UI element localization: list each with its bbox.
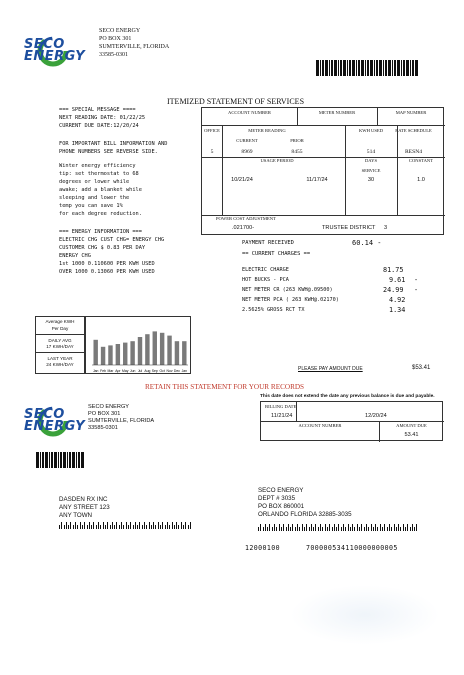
daily-avg-value: 17 KWH/DAY xyxy=(36,343,84,353)
barcode-bar xyxy=(87,525,88,529)
avg-kwh-label: Average KWH xyxy=(45,319,75,324)
barcode-bar xyxy=(160,525,161,529)
usage-bar xyxy=(93,340,97,365)
barcode-bar xyxy=(82,525,83,529)
barcode-bar xyxy=(158,522,159,529)
barcode-bar xyxy=(343,524,344,531)
next-reading-date: NEXT READING DATE: 01/22/25 xyxy=(59,115,146,121)
logo-word-energy: ENERGY xyxy=(24,419,86,434)
barcode-bar xyxy=(412,524,413,531)
barcode-bar xyxy=(403,60,405,76)
remit-to-city: ORLANDO FLORIDA 32885-3035 xyxy=(258,511,352,518)
charge-sign: - xyxy=(414,286,419,294)
barcode-bar xyxy=(320,524,321,531)
barcode-bar xyxy=(349,60,351,76)
remit-to-address xyxy=(258,487,352,519)
usage-chart-frame xyxy=(85,316,191,374)
barcode-bar xyxy=(325,524,326,531)
days-value: 30 xyxy=(367,177,375,183)
winter-tip-line: degrees or lower while xyxy=(59,179,130,185)
barcode-bar xyxy=(265,524,266,531)
barcode-bar xyxy=(91,525,92,529)
per-day-label: Per Day xyxy=(36,324,84,335)
barcode-bar xyxy=(188,525,189,529)
barcode-bar xyxy=(356,60,357,76)
barcode-bar xyxy=(70,522,71,529)
barcode-bar xyxy=(382,527,383,531)
barcode-bar xyxy=(68,525,69,529)
usage-month-label: May xyxy=(122,369,129,373)
account-table xyxy=(201,107,444,235)
barcode-bar xyxy=(276,527,277,531)
energy-info-line: CUSTOMER CHG $ 0.83 PER DAY xyxy=(59,245,146,251)
barcode-bar xyxy=(123,525,124,529)
barcode-bar xyxy=(112,522,113,529)
scanline-left: 12000100 xyxy=(245,544,280,552)
barcode-bar xyxy=(165,525,166,529)
energy-info-line: 1st 1000 0.110600 PER KWH USED xyxy=(59,261,155,267)
logo-word-seco: SECO xyxy=(24,407,65,422)
usage-month-label: Apr xyxy=(115,369,121,373)
billing-box xyxy=(260,401,443,441)
current-reading-header: CURRENT xyxy=(236,138,258,143)
energy-info-line: ENERGY CHG xyxy=(59,253,91,259)
energy-info-line: ELECTRIC CHG CUST CHG= ENERGY CHG xyxy=(59,237,165,243)
barcode-bar xyxy=(343,60,346,76)
current-due-date: CURRENT DUE DATE:12/20/24 xyxy=(59,123,139,129)
barcode-bar xyxy=(281,527,282,531)
barcode-bar xyxy=(299,527,300,531)
current-reading-value: 8969 xyxy=(241,149,253,155)
barcode-bar xyxy=(304,527,305,531)
barcode-bar xyxy=(61,522,62,529)
barcode-bar xyxy=(77,525,78,529)
charge-amount: 24.99 xyxy=(383,286,404,294)
remit-to-pobox: PO BOX 860001 xyxy=(258,503,305,510)
barcode-bar xyxy=(389,524,390,531)
barcode-bar xyxy=(93,522,94,529)
usage-bar xyxy=(116,344,120,365)
barcode-bar xyxy=(84,522,85,529)
sender-company: SECO ENERGY xyxy=(99,28,141,34)
barcode-bar xyxy=(155,525,156,529)
barcode-bar xyxy=(373,527,374,531)
top-barcode xyxy=(316,60,440,76)
last-year-label: LAST YEAR xyxy=(47,356,73,361)
barcode-bar xyxy=(89,522,90,529)
barcode-bar xyxy=(385,60,387,76)
barcode-bar xyxy=(306,524,307,531)
barcode-bar xyxy=(107,522,108,529)
rate-schedule-value: RESN4 xyxy=(404,149,423,155)
barcode-bar xyxy=(391,527,392,531)
barcode-bar xyxy=(263,527,264,531)
usage-month-label: Sep xyxy=(151,369,158,373)
barcode-bar xyxy=(414,527,415,531)
barcode-bar xyxy=(367,60,369,76)
barcode-bar xyxy=(415,60,418,76)
winter-tip-line: awake; add a blanket while xyxy=(59,187,142,193)
barcode-bar xyxy=(269,524,270,531)
usage-bar xyxy=(160,333,164,365)
barcode-bar xyxy=(151,525,152,529)
usage-month-label: Jun xyxy=(129,369,136,373)
please-pay-label: PLEASE PAY AMOUNT DUE xyxy=(298,366,363,372)
usage-bar xyxy=(123,343,127,365)
barcode-bar xyxy=(405,527,406,531)
barcode-bar xyxy=(274,524,275,531)
barcode-bar xyxy=(119,525,120,529)
charge-label: HOT BUCKS - PCA xyxy=(242,277,289,283)
barcode-bar xyxy=(75,522,76,529)
barcode-bar xyxy=(334,524,335,531)
usage-month-label: Jan xyxy=(181,369,188,373)
usage-month-label: Feb xyxy=(100,369,106,373)
barcode-bar xyxy=(96,525,97,529)
sender-line-3: 33585-0301 xyxy=(99,52,128,58)
barcode-bar xyxy=(174,525,175,529)
payment-received-amount: 60.14 - xyxy=(352,239,382,247)
charge-amount: 81.75 xyxy=(383,266,404,274)
barcode-bar xyxy=(286,527,287,531)
barcode-bar xyxy=(336,527,337,531)
service-label: SERVICE xyxy=(361,168,381,173)
important-line-2: PHONE NUMBERS SEE REVERSE SIDE. xyxy=(59,149,158,155)
office-value: 5 xyxy=(210,149,214,155)
barcode-bar xyxy=(80,522,81,529)
barcode-bar xyxy=(327,527,328,531)
barcode-bar xyxy=(290,527,291,531)
prior-reading-value: 8455 xyxy=(291,149,303,155)
barcode-bar xyxy=(309,527,310,531)
barcode-bar xyxy=(410,527,411,531)
scanline-right: 700000534110000000005 xyxy=(306,544,398,552)
barcode-bar xyxy=(331,60,333,76)
barcode-bar xyxy=(146,525,147,529)
barcode-bar xyxy=(379,60,382,76)
usage-month-label: Dec xyxy=(173,369,180,373)
barcode-bar xyxy=(185,522,186,529)
statement-title: ITEMIZED STATEMENT OF SERVICES xyxy=(167,97,305,106)
charge-row xyxy=(242,267,442,277)
usage-month-label: Jul xyxy=(137,369,143,373)
barcode-bar xyxy=(279,524,280,531)
usage-bar xyxy=(167,336,171,365)
usage-legend-box xyxy=(35,316,85,374)
amount-due-label: AMOUNT DUE xyxy=(396,423,427,428)
constant-value: 1.0 xyxy=(417,177,425,183)
charge-row xyxy=(242,287,442,297)
barcode-bar xyxy=(361,524,362,531)
barcode-bar xyxy=(302,524,303,531)
barcode-bar xyxy=(292,524,293,531)
sender-line-1: PO BOX 301 xyxy=(99,36,132,42)
remit-logo xyxy=(22,404,84,438)
barcode-bar xyxy=(81,452,84,468)
barcode-bar xyxy=(322,527,323,531)
barcode-bar xyxy=(348,524,349,531)
barcode-bar xyxy=(352,524,353,531)
usage-bar xyxy=(182,341,186,365)
barcode-bar xyxy=(76,452,77,468)
meter-reading-header: METER READING xyxy=(248,128,286,133)
barcode-bar xyxy=(116,522,117,529)
map-number-header: MAP NUMBER xyxy=(395,110,427,115)
barcode-bar xyxy=(110,525,111,529)
customer-street: ANY STREET 123 xyxy=(59,504,110,511)
special-message: === SPECIAL MESSAGE ==== xyxy=(59,107,136,113)
sender-address xyxy=(99,27,169,59)
barcode-bar xyxy=(364,527,365,531)
customer-address xyxy=(59,496,110,520)
usage-month-label: Jan xyxy=(92,369,99,373)
barcode-bar xyxy=(394,524,395,531)
barcode-bar xyxy=(315,524,316,531)
usage-bar xyxy=(138,337,142,365)
usage-bar-chart xyxy=(86,317,192,375)
rate-schedule-header: RATE SCHEDULE xyxy=(395,128,432,133)
barcode-bar xyxy=(114,525,115,529)
kwh-used-header: KWH USED xyxy=(358,128,384,133)
barcode-bar xyxy=(105,525,106,529)
barcode-bar xyxy=(130,522,131,529)
barcode-bar xyxy=(98,522,99,529)
barcode-bar xyxy=(137,525,138,529)
charge-amount: 1.34 xyxy=(389,306,406,314)
usage-month-label: Mar xyxy=(107,369,114,373)
account-number-label: ACCOUNT NUMBER xyxy=(298,423,342,428)
usage-bar xyxy=(145,334,149,365)
customer-postal-barcode xyxy=(59,522,209,529)
barcode-bar xyxy=(121,522,122,529)
barcode-bar xyxy=(320,60,321,76)
barcode-bar xyxy=(267,527,268,531)
period-from: 10/21/24 xyxy=(231,177,253,183)
barcode-bar xyxy=(100,525,101,529)
seco-logo xyxy=(22,34,84,68)
middle-barcode xyxy=(36,452,88,468)
charge-row xyxy=(242,277,442,287)
last-year-value: 24 KWH/DAY xyxy=(46,362,74,367)
barcode-bar xyxy=(172,522,173,529)
winter-tip-line: sleeping and lower the xyxy=(59,195,130,201)
barcode-bar xyxy=(338,60,339,76)
please-pay-amount: $53.41 xyxy=(412,365,431,371)
barcode-bar xyxy=(410,60,411,76)
usage-bar xyxy=(101,347,105,365)
barcode-bar xyxy=(400,527,401,531)
barcode-bar xyxy=(350,527,351,531)
barcode-bar xyxy=(338,524,339,531)
charge-sign: - xyxy=(414,276,419,284)
account-number-header: ACCOUNT NUMBER xyxy=(228,110,271,115)
sender-line-2: SUMTERVILLE, FLORIDA xyxy=(99,44,170,50)
retain-statement: RETAIN THIS STATEMENT FOR YOUR RECORDS xyxy=(145,383,305,391)
usage-month-label: Oct xyxy=(159,369,165,373)
charge-row xyxy=(242,307,442,317)
meter-number-header: METER NUMBER xyxy=(318,110,356,115)
energy-info-line: OVER 1000 0.13060 PER KWH USED xyxy=(59,269,155,275)
energy-info-line: === ENERGY INFORMATION === xyxy=(59,229,142,235)
barcode-bar xyxy=(387,527,388,531)
usage-month-label: Aug xyxy=(144,369,151,373)
barcode-bar xyxy=(178,525,179,529)
remit-postal-barcode xyxy=(258,524,438,531)
customer-name: DASDEN RX INC xyxy=(59,496,108,503)
barcode-bar xyxy=(183,525,184,529)
winter-tip-line: for each degree reduction. xyxy=(59,211,142,217)
logo-word-energy: ENERGY xyxy=(24,49,86,64)
usage-bar xyxy=(153,331,157,365)
due-date-value: 12/20/24 xyxy=(365,413,387,419)
constant-header: CONSTANT xyxy=(408,158,434,163)
power-cost-label: POWER COST ADJUSTMENT xyxy=(216,216,276,221)
background-swirl xyxy=(290,585,440,645)
kwh-used-value: 514 xyxy=(366,149,376,155)
trustee-district-value: 3 xyxy=(384,225,388,231)
barcode-bar xyxy=(366,524,367,531)
remit-line-1: PO BOX 301 xyxy=(88,411,121,417)
barcode-bar xyxy=(51,452,53,468)
amount-due-value: 53.41 xyxy=(404,432,419,438)
barcode-bar xyxy=(397,60,400,76)
barcode-bar xyxy=(272,527,273,531)
messages-block xyxy=(59,106,209,276)
barcode-bar xyxy=(380,524,381,531)
barcode-bar xyxy=(332,527,333,531)
barcode-bar xyxy=(416,524,417,531)
barcode-bar xyxy=(359,527,360,531)
barcode-bar xyxy=(371,524,372,531)
winter-tip-line: temp you can save 1% xyxy=(59,203,123,209)
barcode-bar xyxy=(311,524,312,531)
remit-to-company: SECO ENERGY xyxy=(258,487,304,494)
charge-amount: 9.61 xyxy=(389,276,406,284)
barcode-bar xyxy=(407,524,408,531)
important-line-1: FOR IMPORTANT BILL INFORMATION AND xyxy=(59,141,168,147)
barcode-bar xyxy=(313,527,314,531)
barcode-bar xyxy=(341,527,342,531)
office-header: OFFICE xyxy=(204,128,220,133)
charge-row xyxy=(242,297,442,307)
remit-company-address xyxy=(88,404,154,432)
charge-label: NET METER CR (263 KWH@.09500) xyxy=(242,287,333,293)
barcode-bar xyxy=(258,527,259,531)
payment-received-label: PAYMENT RECEIVED xyxy=(242,240,294,246)
usage-bar xyxy=(130,341,134,365)
logo-word-seco: SECO xyxy=(24,37,65,52)
barcode-bar xyxy=(288,524,289,531)
barcode-bar xyxy=(142,525,143,529)
barcode-bar xyxy=(63,452,66,468)
barcode-bar xyxy=(40,452,41,468)
charge-items xyxy=(242,267,442,317)
charge-label: ELECTRIC CHARGE xyxy=(242,267,289,273)
power-cost-value: .021700- xyxy=(232,225,255,231)
barcode-bar xyxy=(318,527,319,531)
charge-label: NET METER PCA ( 263 KWH@.02170) xyxy=(242,297,339,303)
barcode-bar xyxy=(58,452,59,468)
barcode-bar xyxy=(66,522,67,529)
charge-amount: 4.92 xyxy=(389,296,406,304)
customer-town: ANY TOWN xyxy=(59,512,93,519)
trustee-district-label: TRUSTEE DISTRICT xyxy=(322,225,376,231)
current-charges-label: == CURRENT CHARGES == xyxy=(242,251,311,257)
barcode-bar xyxy=(139,522,140,529)
barcode-bar xyxy=(345,527,346,531)
due-date-notice: This date does not extend the date any previous balance is due and payable. xyxy=(260,394,435,399)
usage-period-header: USAGE PERIOD xyxy=(260,158,294,163)
barcode-bar xyxy=(167,522,168,529)
barcode-bar xyxy=(295,527,296,531)
barcode-bar xyxy=(375,524,376,531)
barcode-bar xyxy=(384,524,385,531)
remit-line-3: 33585-0301 xyxy=(88,425,118,431)
barcode-bar xyxy=(45,452,48,468)
barcode-bar xyxy=(69,452,71,468)
barcode-bar xyxy=(403,524,404,531)
barcode-bar xyxy=(176,522,177,529)
barcode-bar xyxy=(133,525,134,529)
barcode-bar xyxy=(162,522,163,529)
barcode-bar xyxy=(374,60,375,76)
barcode-bar xyxy=(398,524,399,531)
barcode-bar xyxy=(377,527,378,531)
days-header: DAYS xyxy=(364,158,378,163)
prior-reading-header: PRIOR xyxy=(290,138,304,143)
daily-avg-label: DAILY AVG xyxy=(48,338,72,343)
winter-tip-line: tip: set thermostat to 68 xyxy=(59,171,139,177)
barcode-bar xyxy=(73,525,74,529)
remit-line-2: SUMTERVILLE, FLORIDA xyxy=(88,418,155,424)
usage-bar xyxy=(175,341,179,365)
barcode-bar xyxy=(103,522,104,529)
usage-bar xyxy=(108,345,112,365)
barcode-bar xyxy=(59,525,60,529)
period-to: 11/17/24 xyxy=(306,177,328,183)
barcode-bar xyxy=(153,522,154,529)
barcode-bar xyxy=(361,60,364,76)
barcode-bar xyxy=(396,527,397,531)
barcode-bar xyxy=(357,524,358,531)
barcode-bar xyxy=(283,524,284,531)
barcode-bar xyxy=(135,522,136,529)
barcode-bar xyxy=(126,522,127,529)
barcode-bar xyxy=(128,525,129,529)
billing-date-value: 11/21/24 xyxy=(271,413,293,419)
barcode-bar xyxy=(181,522,182,529)
barcode-bar xyxy=(149,522,150,529)
billing-date-label: BILLING DATE xyxy=(265,404,297,409)
barcode-bar xyxy=(329,524,330,531)
barcode-bar xyxy=(64,525,65,529)
remit-to-dept: DEPT # 3035 xyxy=(258,495,296,502)
barcode-bar xyxy=(392,60,393,76)
usage-month-label: Nov xyxy=(166,369,173,373)
charge-label: 2.5625% GROSS RCT TX xyxy=(242,307,305,313)
barcode-bar xyxy=(260,524,261,531)
barcode-bar xyxy=(325,60,328,76)
barcode-bar xyxy=(190,522,191,529)
remit-company: SECO ENERGY xyxy=(88,404,130,410)
barcode-bar xyxy=(354,527,355,531)
barcode-bar xyxy=(169,525,170,529)
barcode-bar xyxy=(297,524,298,531)
barcode-bar xyxy=(144,522,145,529)
winter-tip-line: Winter energy efficiency xyxy=(59,163,136,169)
barcode-bar xyxy=(368,527,369,531)
